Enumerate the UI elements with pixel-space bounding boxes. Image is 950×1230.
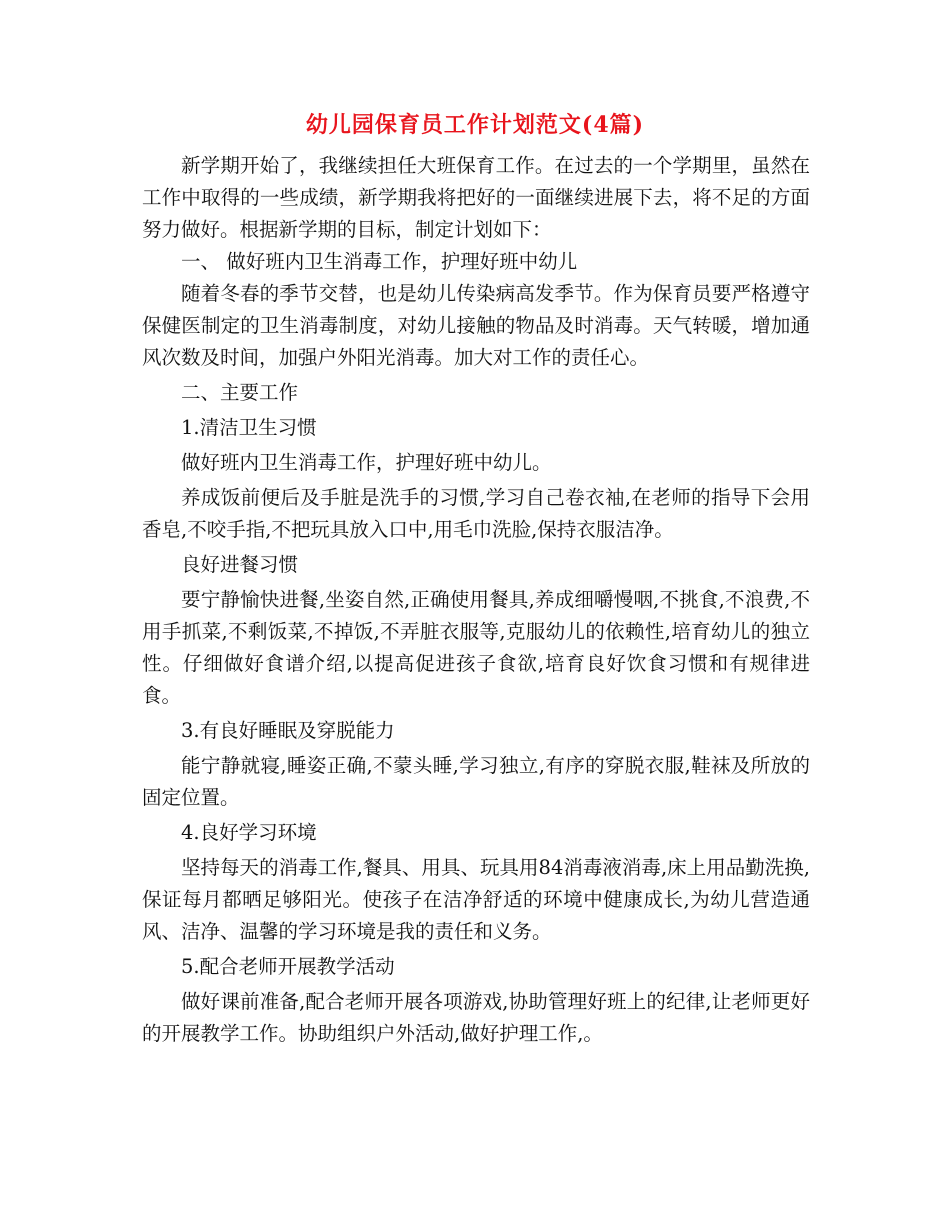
- paragraph-handwashing: 养成饭前便后及手脏是洗手的习惯,学习自己卷衣袖,在老师的指导下会用香皂,不咬手指,不把玩具放入口中,用毛巾洗脸,保持衣服洁净。: [142, 486, 810, 541]
- paragraph-eating: 要宁静愉快进餐,坐姿自然,正确使用餐具,养成细嚼慢咽,不挑食,不浪费,不用手抓菜,不剩饭菜,不掉饭,不弄脏衣服等,克服幼儿的依赖性,培育幼儿的独立性。仔细做好食谱介绍,以提高促进孩子食欲,培育良好饮食习惯和有规律进食。: [142, 588, 810, 707]
- subheading-learning-environment: 4.良好学习环境: [181, 821, 317, 844]
- subheading-teaching-support: 5.配合老师开展教学活动: [181, 955, 395, 978]
- paragraph-teaching-support: 做好课前准备,配合老师开展各项游戏,协助管理好班上的纪律,让老师更好的开展教学工作。协助组织户外活动,做好护理工作,。: [142, 990, 810, 1045]
- document-body: [142, 150, 810, 1050]
- subheading-cleaning-habits: 1.清洁卫生习惯: [181, 416, 317, 439]
- paragraph-learning-environment: 坚持每天的消毒工作,餐具、用具、玩具用84消毒液消毒,床上用品勤洗换,保证每月都晒足够阳光。使孩子在洁净舒适的环境中健康成长,为幼儿营造通风、洁净、温馨的学习环境是我的责任和义务。: [142, 856, 810, 943]
- section-heading-1: 一、 做好班内卫生消毒工作，护理好班中幼儿: [181, 250, 578, 273]
- subheading-eating-habits: 良好进餐习惯: [181, 553, 299, 576]
- subheading-sleep: 3.有良好睡眠及穿脱能力: [181, 719, 395, 742]
- section-heading-2: 二、主要工作: [181, 381, 299, 404]
- paragraph-hygiene-disinfection: 随着冬春的季节交替，也是幼儿传染病高发季节。作为保育员要严格遵守保健医制定的卫生消毒制度，对幼儿接触的物品及时消毒。天气转暖，增加通风次数及时间，加强户外阳光消毒。加大对工作的责任心。: [142, 282, 810, 369]
- paragraph-sleep: 能宁静就寝,睡姿正确,不蒙头睡,学习独立,有序的穿脱衣服,鞋袜及所放的固定位置。: [142, 754, 810, 809]
- paragraph-class-hygiene: 做好班内卫生消毒工作，护理好班中幼儿。: [181, 451, 552, 474]
- document-title: 幼儿园保育员工作计划范文(4篇): [305, 112, 645, 138]
- paragraph-intro: 新学期开始了，我继续担任大班保育工作。在过去的一个学期里，虽然在工作中取得的一些成绩，新学期我将把好的一面继续进展下去，将不足的方面努力做好。根据新学期的目标，制定计划如下：: [142, 154, 810, 241]
